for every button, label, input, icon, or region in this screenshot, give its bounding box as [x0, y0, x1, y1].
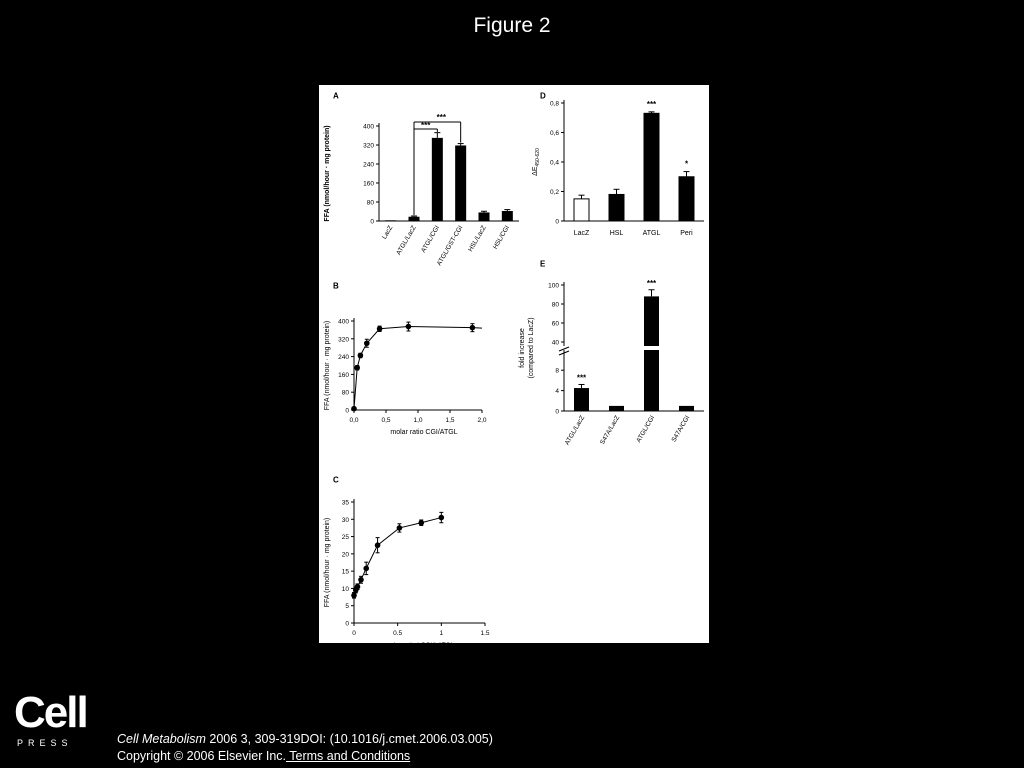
category-label-d: HSL — [609, 230, 624, 237]
panel-label-e: E — [540, 259, 546, 269]
significance-d: *** — [646, 99, 657, 109]
tick-label-c-y: 30 — [341, 516, 349, 524]
tick-label-c-y: 0 — [345, 620, 349, 628]
point-b — [358, 353, 364, 359]
tick-label-d-y: 0,6 — [549, 130, 559, 137]
tick-label-b-y: 320 — [338, 336, 349, 344]
bar-d — [679, 177, 694, 221]
ylabel-c: FFA (nmol/hour · mg protein) — [324, 517, 331, 608]
bar-d — [574, 199, 589, 221]
journal-name: Cell Metabolism — [117, 732, 206, 746]
bar-d — [644, 113, 659, 221]
bar-a — [455, 145, 466, 221]
category-label-a: ATGL/CGI — [420, 224, 442, 254]
ylabel-b: FFA (nmol/hour · mg protein) — [324, 320, 331, 411]
tick-label-a-y: 0 — [370, 218, 374, 226]
point-b — [470, 325, 476, 331]
tick-label-e-y: 8 — [555, 367, 559, 375]
citation-line — [117, 731, 493, 748]
ylabel-a: FFA (nmol/hour · mg protein) — [324, 125, 331, 222]
tick-label-c-y: 5 — [345, 603, 349, 611]
ylabel2-e: (compared to LacZ) — [528, 317, 535, 379]
tick-label-a-y: 400 — [363, 123, 374, 131]
point-b — [364, 340, 370, 346]
tick-label-e-y: 60 — [551, 320, 559, 328]
ylabel-d — [532, 148, 541, 176]
category-label-e: ATGL/LacZ — [563, 414, 587, 447]
bar-a — [409, 217, 420, 221]
category-label-e: S47A/LacZ — [599, 414, 622, 446]
bar-e — [609, 406, 624, 411]
tick-label-b-x: 1,5 — [445, 417, 455, 424]
tick-label-c-x: 1.5 — [480, 630, 490, 637]
tick-label-c-y: 15 — [341, 568, 349, 576]
category-label-e: ATGL/CGI — [635, 414, 657, 444]
point-c — [355, 584, 361, 590]
bar-a — [502, 211, 513, 221]
tick-label-b-y: 240 — [338, 354, 349, 362]
ylabel-d-sub: 450-620 — [535, 148, 541, 167]
tick-label-b-x: 2,0 — [477, 417, 487, 424]
tick-label-b-y: 80 — [341, 389, 349, 397]
bar-a — [479, 212, 490, 221]
xlabel-b: molar ratio CGI/ATGL — [390, 429, 458, 436]
tick-label-b-x: 0,5 — [381, 417, 391, 424]
point-b — [351, 406, 357, 412]
tick-label-b-x: 1,0 — [413, 417, 423, 424]
bar-e-lower — [644, 350, 659, 411]
tick-label-e-y: 40 — [551, 339, 559, 347]
tick-label-e-y: 80 — [551, 301, 559, 309]
figure-panel — [319, 85, 709, 649]
bar-a — [385, 220, 396, 221]
point-c — [375, 542, 381, 548]
significance-a: *** — [436, 113, 447, 122]
figure-2-charts — [319, 85, 709, 649]
tick-label-b-y: 0 — [345, 407, 349, 415]
tick-label-c-y: 25 — [341, 534, 349, 542]
point-c — [363, 566, 369, 572]
tick-label-c-y: 35 — [341, 499, 349, 507]
bar-e — [679, 406, 694, 411]
significance-d: * — [684, 159, 689, 169]
citation — [117, 731, 493, 765]
significance-a: *** — [420, 121, 431, 130]
category-label-a: HSL/LacZ — [467, 224, 488, 254]
tick-label-c-y: 10 — [341, 585, 349, 593]
point-c — [439, 515, 445, 521]
tick-label-b-x: 0,0 — [349, 417, 359, 424]
category-label-a: ATGL/LacZ — [395, 224, 418, 257]
tick-label-b-y: 160 — [338, 371, 349, 379]
point-b — [377, 326, 383, 332]
point-c — [358, 577, 364, 583]
slide-title: Figure 2 — [473, 14, 551, 37]
terms-and-conditions-link[interactable]: Terms and Conditions — [286, 749, 411, 763]
panel-label-b: B — [333, 281, 339, 291]
point-c — [397, 525, 403, 531]
point-c — [418, 520, 424, 526]
xlabel-c: molar ratio hCGI/hATGL — [384, 642, 455, 649]
category-label-d: LacZ — [573, 230, 590, 237]
logo-word: Cell — [14, 688, 87, 737]
category-label-d: ATGL — [642, 230, 661, 237]
tick-label-a-y: 80 — [366, 199, 374, 207]
bar-a — [432, 138, 443, 221]
category-label-a: ATGL/GST-CGI — [435, 224, 465, 267]
tick-label-a-y: 240 — [363, 161, 374, 169]
copyright-text: Copyright © 2006 Elsevier Inc. — [117, 749, 287, 763]
significance-e: *** — [646, 278, 657, 288]
tick-label-d-y: 0,8 — [549, 100, 559, 108]
tick-label-e-y: 0 — [555, 408, 559, 416]
panel-label-c: C — [333, 475, 339, 485]
tick-label-a-y: 160 — [363, 180, 374, 188]
ylabel-e: fold increase — [519, 328, 526, 368]
tick-label-d-y: 0 — [555, 218, 559, 226]
cell-press-logo — [14, 688, 87, 752]
curve-b — [354, 327, 482, 409]
tick-label-b-y: 400 — [338, 318, 349, 326]
tick-label-e-y: 4 — [555, 388, 559, 396]
tick-label-c-x: 0 — [352, 630, 356, 637]
point-b — [406, 324, 412, 330]
panel-label-a: A — [333, 91, 339, 101]
logo-sub: PRESS — [17, 738, 73, 748]
bar-e — [574, 388, 589, 411]
point-b — [354, 365, 360, 371]
tick-label-d-y: 0,2 — [549, 189, 559, 196]
citation-text: 2006 3, 309-319DOI: (10.1016/j.cmet.2006.03.005) — [205, 732, 493, 746]
copyright-line — [117, 748, 493, 765]
tick-label-c-y: 20 — [341, 551, 349, 559]
ylabel-d-main: ΔE — [532, 166, 539, 176]
category-label-a: HSL/CGI — [491, 224, 512, 251]
panel-label-d: D — [540, 91, 546, 101]
tick-label-c-x: 0.5 — [393, 630, 403, 637]
tick-label-e-y: 100 — [548, 282, 559, 290]
category-label-d: Peri — [680, 230, 693, 237]
tick-label-a-y: 320 — [363, 142, 374, 150]
tick-label-c-x: 1 — [439, 630, 444, 637]
significance-e: *** — [576, 373, 587, 383]
category-label-e: S47A/CGI — [670, 414, 692, 444]
tick-label-d-y: 0,4 — [549, 159, 559, 167]
bar-d — [609, 194, 624, 221]
category-label-a: LacZ — [381, 224, 395, 241]
bar-e-upper — [644, 296, 659, 346]
